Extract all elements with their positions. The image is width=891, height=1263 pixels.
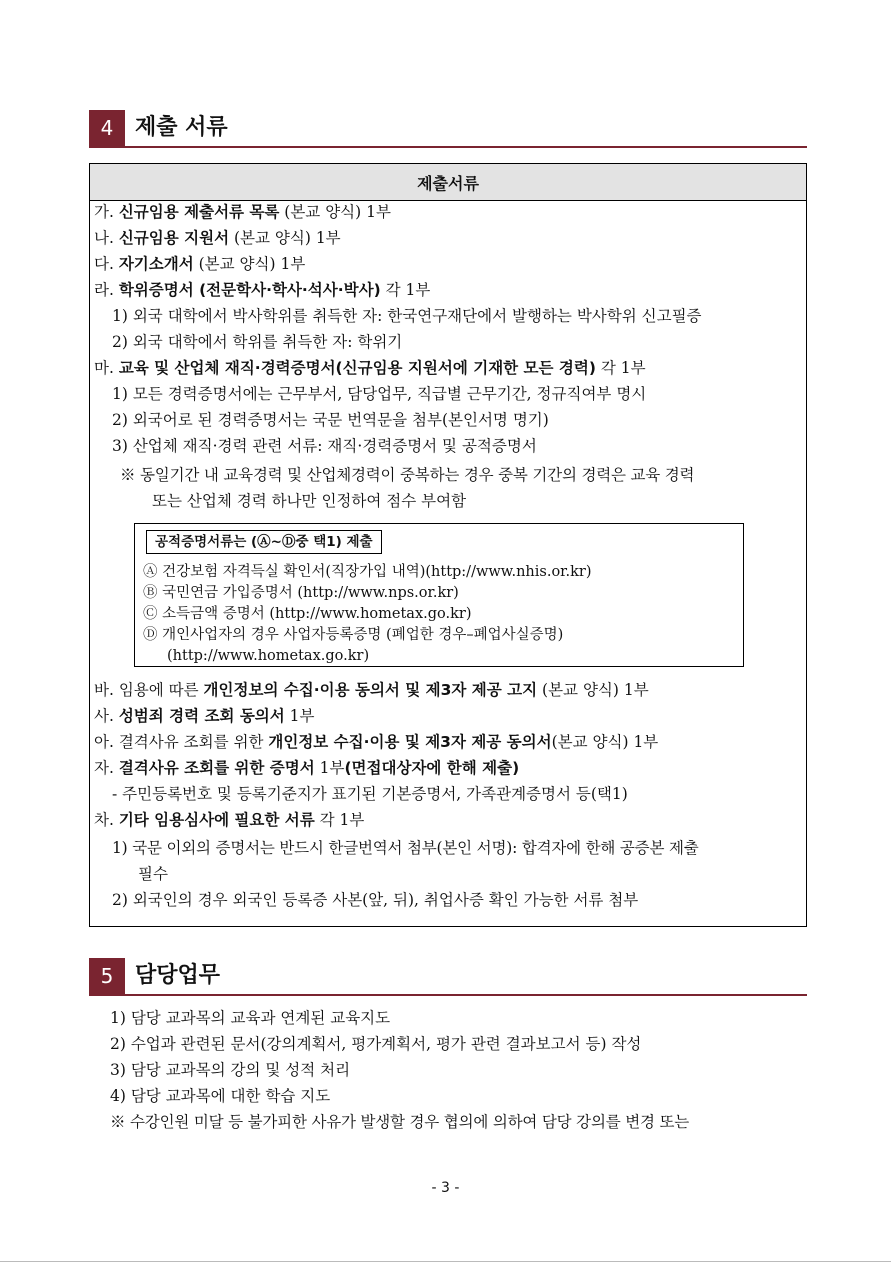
item-cha-1: 1) 국문 이외의 증명서는 반드시 한글번역서 첨부(본인 서명): 합격자에 한해 공증본 제출 xyxy=(112,839,699,857)
public-doc-a: Ⓐ 건강보험 자격득실 확인서(직장가입 내역)(http://www.nhis.or.kr) xyxy=(143,564,592,580)
item-ma-note: ※ 동일기간 내 교육경력 및 산업체경력이 중복하는 경우 중복 기간의 경력은 교육 경력 xyxy=(120,466,695,484)
item-ja-1: - 주민등록번호 및 등록기준지가 표기된 기본증명서, 가족관계증명서 등(택1) xyxy=(112,785,628,803)
item-ma-2: 2) 외국어로 된 경력증명서는 국문 번역문을 첨부(본인서명 명기) xyxy=(112,411,549,429)
item-ma-3: 3) 산업체 재직·경력 관련 서류: 재직·경력증명서 및 공적증명서 xyxy=(112,437,537,455)
page-number: - 3 - xyxy=(431,1180,460,1196)
item-ra-2: 2) 외국 대학에서 학위를 취득한 자: 학위기 xyxy=(112,333,403,351)
item-cha-2: 2) 외국인의 경우 외국인 등록증 사본(앞, 뒤), 취업사증 확인 가능한 서류 첨부 xyxy=(112,891,639,909)
submission-documents-table xyxy=(89,163,807,927)
item-na: 나. 신규임용 지원서 (본교 양식) 1부 xyxy=(94,229,341,247)
duty-item-2: 2) 수업과 관련된 문서(강의계획서, 평가계획서, 평가 관련 결과보고서 등) 작성 xyxy=(110,1035,642,1053)
item-sa: 사. 성범죄 경력 조회 동의서 1부 xyxy=(94,707,315,725)
section-5-heading xyxy=(89,958,807,996)
section-4-title: 제출 서류 xyxy=(135,115,228,140)
duty-item-1: 1) 담당 교과목의 교육과 연계된 교육지도 xyxy=(110,1009,391,1027)
public-doc-c: Ⓒ 소득금액 증명서 (http://www.hometax.go.kr) xyxy=(143,606,472,622)
duty-item-4: 4) 담당 교과목에 대한 학습 지도 xyxy=(110,1087,331,1105)
item-da: 다. 자기소개서 (본교 양식) 1부 xyxy=(94,255,306,273)
item-ra-1: 1) 외국 대학에서 박사학위를 취득한 자: 한국연구재단에서 발행하는 박사학위 신고필증 xyxy=(112,307,702,325)
item-ba: 바. 임용에 따른 개인정보의 수집·이용 동의서 및 제3자 제공 고지 (본교 양식) 1부 xyxy=(94,681,649,699)
duty-item-3: 3) 담당 교과목의 강의 및 성적 처리 xyxy=(110,1061,351,1079)
duty-note: ※ 수강인원 미달 등 불가피한 사유가 발생할 경우 협의에 의하여 담당 강의를 변경 또는 xyxy=(110,1113,690,1131)
item-ma: 마. 교육 및 산업체 재직·경력증명서(신규임용 지원서에 기재한 모든 경력) 각 1부 xyxy=(94,359,646,377)
section-5-number: 5 xyxy=(89,958,125,994)
section-4-heading xyxy=(89,110,807,148)
item-a: 아. 결격사유 조회를 위한 개인정보 수집·이용 및 제3자 제공 동의서(본교 양식) 1부 xyxy=(94,733,659,751)
item-cha: 차. 기타 임용심사에 필요한 서류 각 1부 xyxy=(94,811,365,829)
public-doc-b: Ⓑ 국민연금 가입증명서 (http://www.nps.or.kr) xyxy=(143,585,459,601)
public-documents-title: 공적증명서류는 (Ⓐ~Ⓓ중 택1) 제출 xyxy=(146,530,382,554)
item-ma-note-cont: 또는 산업체 경력 하나만 인정하여 점수 부여함 xyxy=(152,492,467,510)
page-bottom-rule xyxy=(0,1261,891,1262)
item-ra: 라. 학위증명서 (전문학사·학사·석사·박사) 각 1부 xyxy=(94,281,431,299)
item-ma-1: 1) 모든 경력증명서에는 근무부서, 담당업무, 직급별 근무기간, 정규직여부 명시 xyxy=(112,385,647,403)
item-ga: 가. 신규임용 제출서류 목록 (본교 양식) 1부 xyxy=(94,203,391,221)
table-header: 제출서류 xyxy=(90,164,806,201)
item-ja: 자. 결격사유 조회를 위한 증명서 1부(면접대상자에 한해 제출) xyxy=(94,759,520,777)
section-4-number: 4 xyxy=(89,110,125,146)
item-cha-1-cont: 필수 xyxy=(138,865,168,883)
public-documents-box xyxy=(134,523,744,667)
section-5-title: 담당업무 xyxy=(135,963,221,988)
public-doc-d: Ⓓ 개인사업자의 경우 사업자등록증명 (폐업한 경우–폐업사실증명) xyxy=(143,627,564,643)
public-doc-d-url: (http://www.hometax.go.kr) xyxy=(167,648,370,664)
